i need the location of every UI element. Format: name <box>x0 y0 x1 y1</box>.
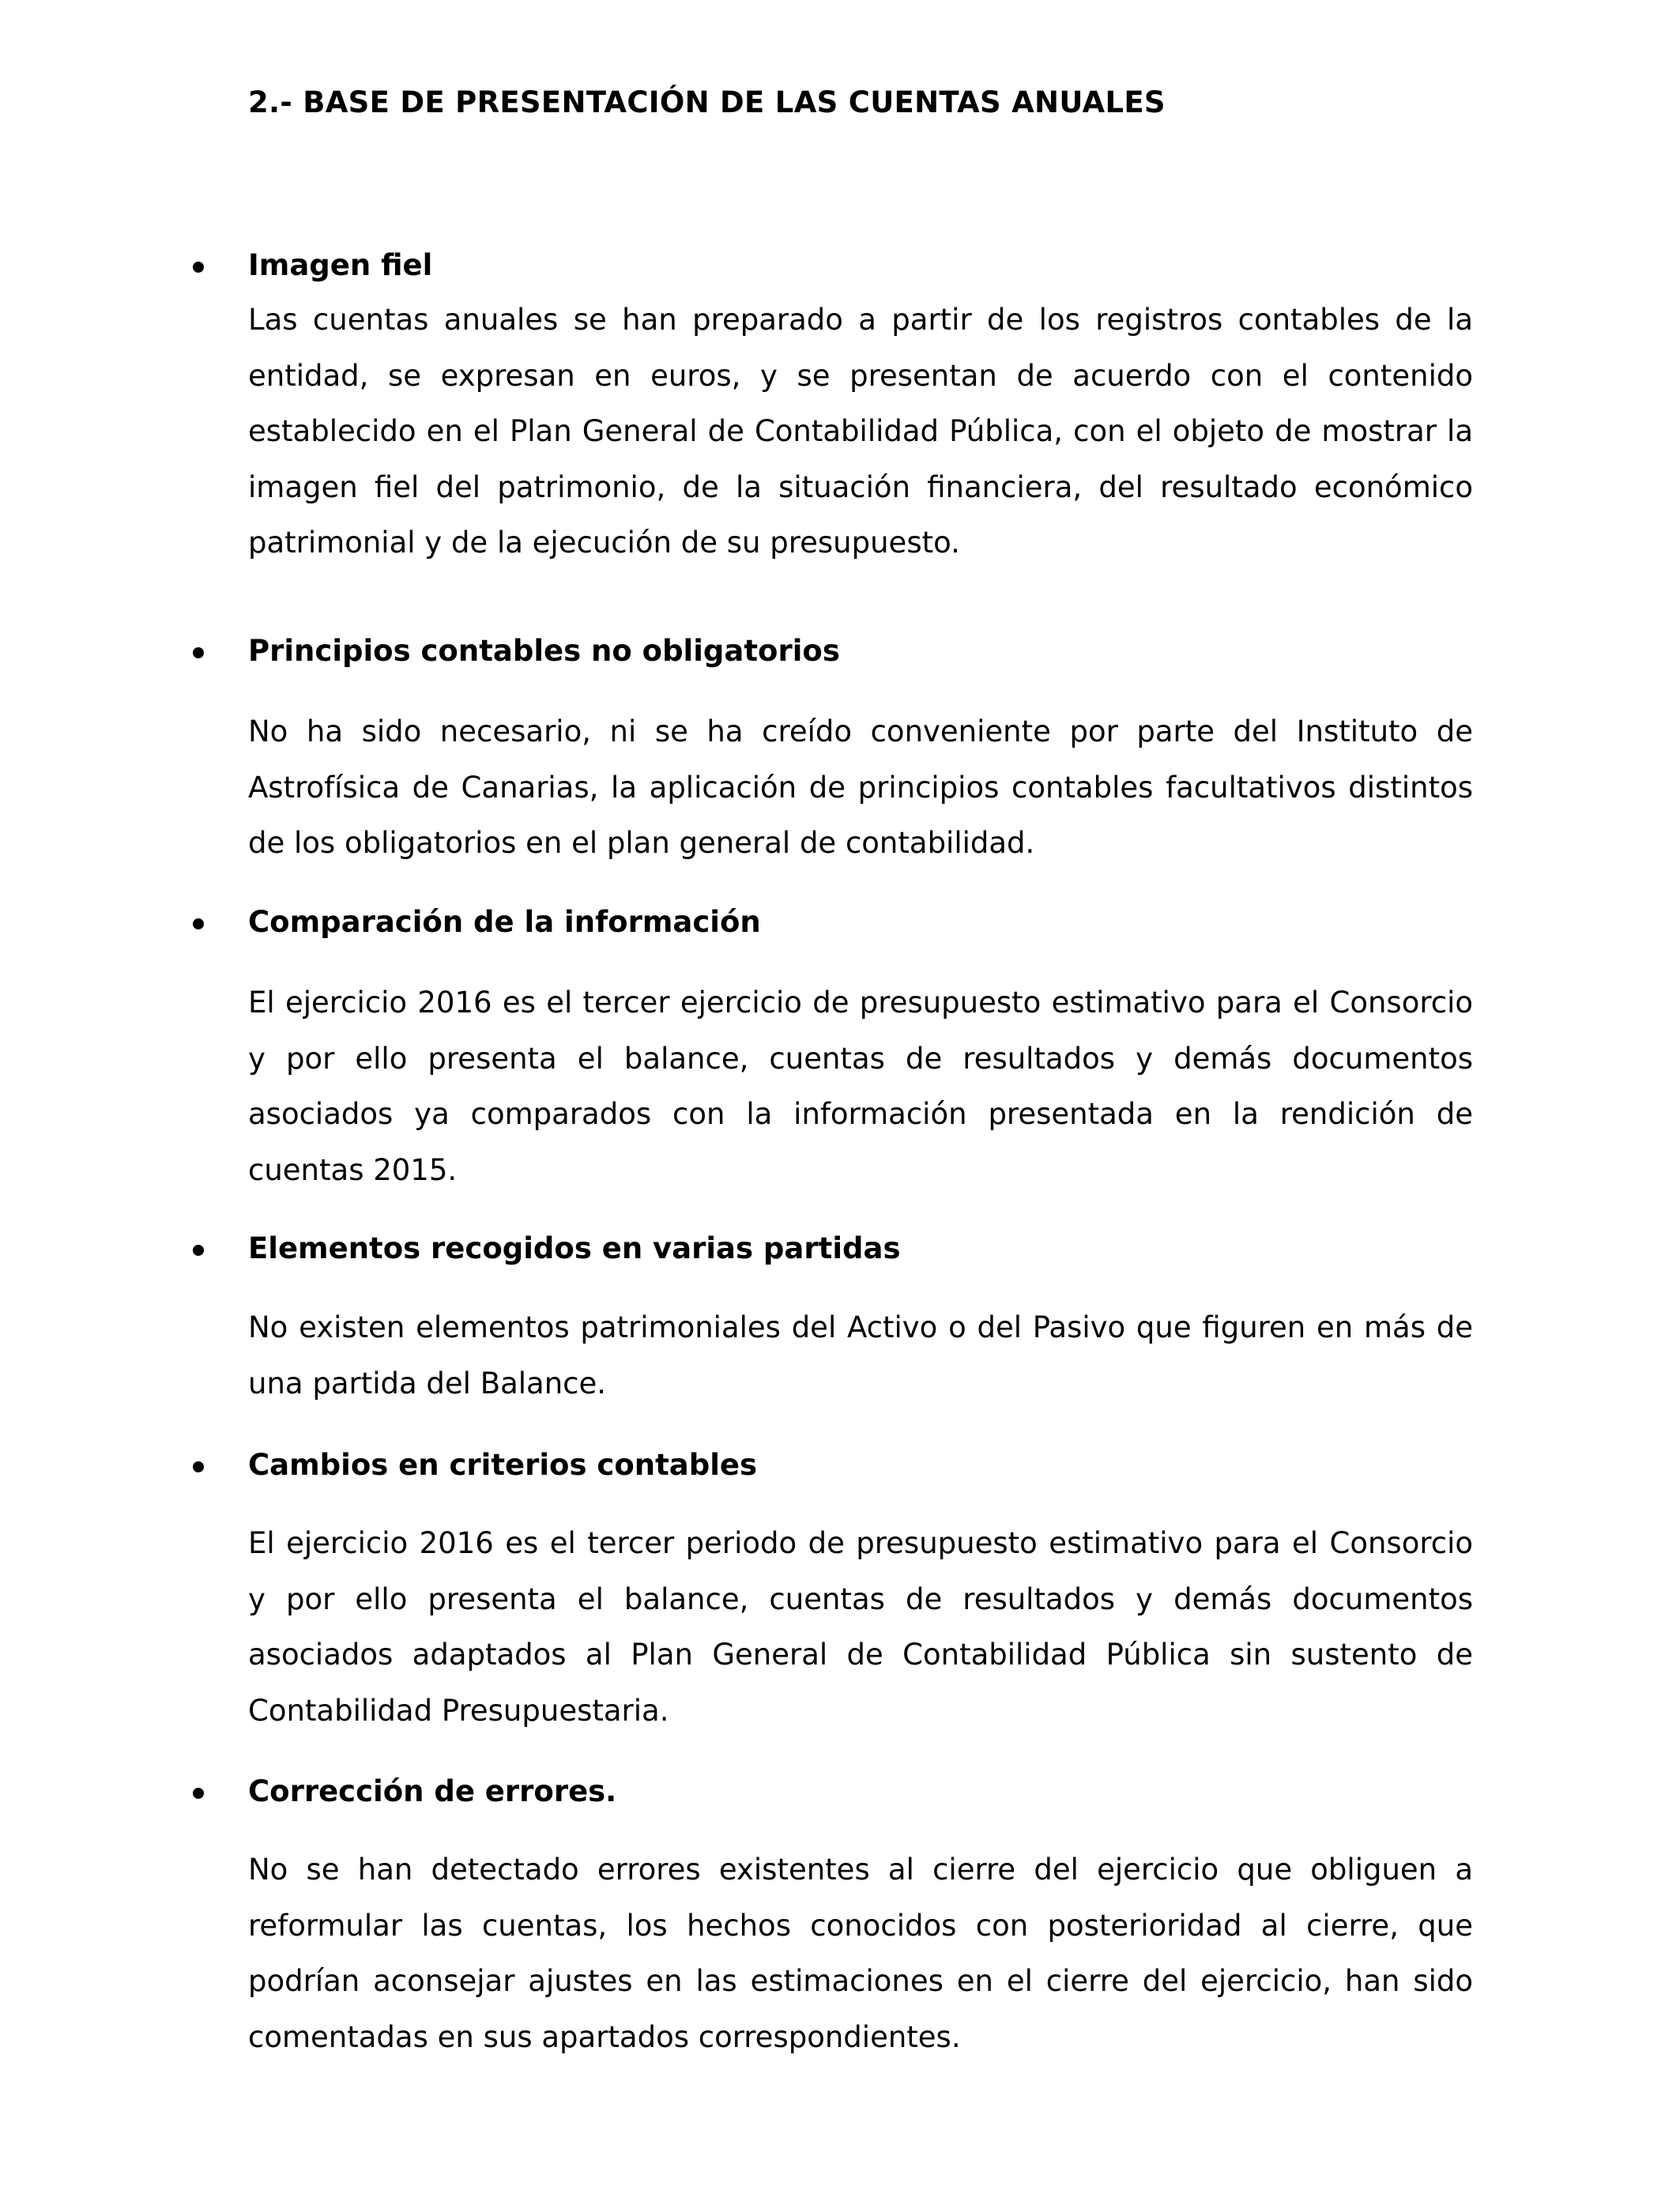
section-text: El ejercicio 2016 es el tercer ejercicio de presupuesto estimativo para el Consorcio y por ello presenta el balance, cuentas de resultados y demás documentos asociados ya comparados con la información presentada en la rendición de cuentas 2015. <box>248 986 1473 1187</box>
bullet-icon <box>193 918 204 929</box>
section-title: Comparación de la información <box>248 905 761 939</box>
section-text: No se han detectado errores existentes al cierre del ejercicio que obliguen a reformular las cuentas, los hechos conocidos con posterioridad al cierre, que podrían aconsejar ajustes en las estimaciones en el cierre del ejercicio, han sido comentadas en sus apartados correspondientes. <box>248 1853 1473 2054</box>
section-text: No ha sido necesario, ni se ha creído conveniente por parte del Instituto de Astrofísica de Canarias, la aplicación de principios contables facultativos distintos de los obligatorios en el plan general de contabilidad. <box>248 714 1473 860</box>
bullet-icon <box>193 262 204 273</box>
section-title: Imagen fiel <box>248 248 433 282</box>
section-text: El ejercicio 2016 es el tercer periodo de presupuesto estimativo para el Consorcio y por ello presenta el balance, cuentas de resultados y demás documentos asociados adaptados al Plan General de Contabilidad Pública sin sustento de Contabilidad Presupuestaria. <box>248 1526 1473 1728</box>
bullet-icon <box>193 1245 204 1256</box>
section-title: Elementos recogidos en varias partidas <box>248 1231 901 1265</box>
bullet-icon <box>193 1788 204 1799</box>
section-title: Corrección de errores. <box>248 1774 617 1808</box>
section-text: No existen elementos patrimoniales del Activo o del Pasivo que figuren en más de una partida del Balance. <box>248 1310 1473 1400</box>
bullet-icon <box>193 647 204 658</box>
section-title: Principios contables no obligatorios <box>248 634 840 668</box>
section-title: Cambios en criterios contables <box>248 1448 758 1482</box>
section-text: Las cuentas anuales se han preparado a partir de los registros contables de la entidad, se expresan en euros, y se presentan de acuerdo con el contenido establecido en el Plan General de Contabilidad Pública, con el objeto de mostrar la imagen fiel del patrimonio, de la situación financiera, del resultado económico patrimonial y de la ejecución de su presupuesto. <box>248 303 1473 560</box>
page-heading: 2.- BASE DE PRESENTACIÓN DE LAS CUENTAS ANUALES <box>248 85 1166 119</box>
bullet-icon <box>193 1461 204 1472</box>
